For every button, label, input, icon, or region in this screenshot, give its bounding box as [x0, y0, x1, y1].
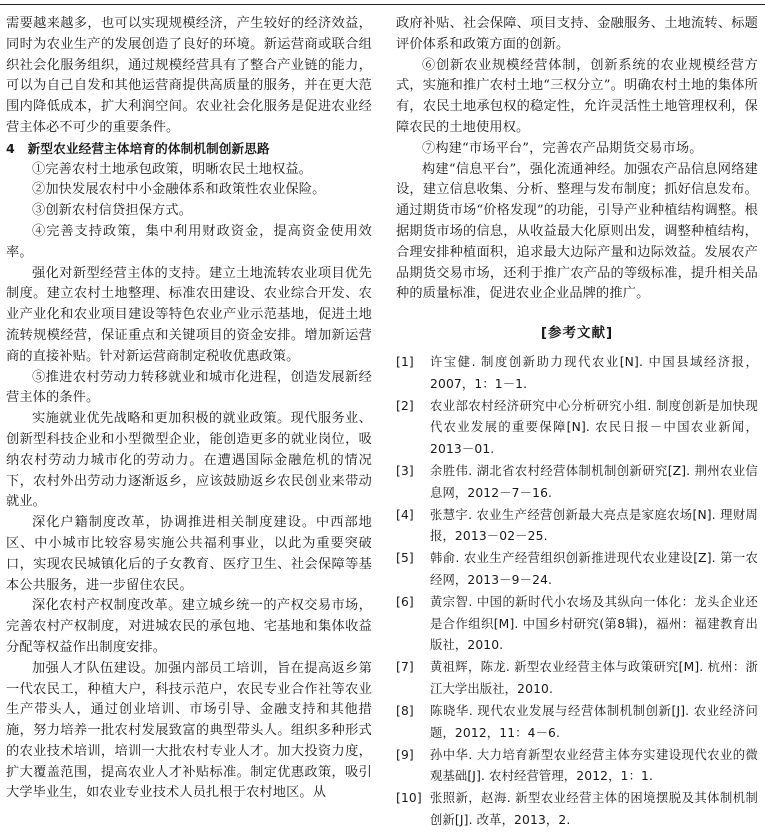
header-rule [0, 4, 765, 5]
reference-text: 许宝健. 制度创新助力现代农业[N]. 中国县域经济报，2007，1：1－1. [430, 354, 758, 391]
employment-paragraph: 实施就业优先战略和更加积极的就业政策。现代服务业、创新型科技企业和小型微型企业，能创造更多的就业岗位，吸纳农村劳动力城市化的劳动力。在遭遇国际金融危机的情况下，农村外出劳动力逐渐返乡，应该鼓励返乡农民创业来带动就业。 [6, 411, 372, 510]
reference-text: 黄宗智. 中国的新时代小农场及其纵向一体化：龙头企业还是合作组织[M]. 中国乡村研究(第8辑)，福州：福建教育出版社，2010. [430, 594, 758, 653]
references-list [396, 352, 758, 832]
reference-number: [2] [396, 398, 414, 413]
reference-item [396, 396, 758, 461]
reference-text: 余胜伟. 湖北省农村经营体制机制创新研究[Z]. 荆州农业信息网，2012－7－16. [430, 463, 758, 500]
reference-number: [1] [396, 354, 414, 369]
right-column [396, 14, 758, 832]
reference-number: [9] [396, 747, 414, 762]
talent-paragraph: 加强人才队伍建设。加强内部员工培训，旨在提高返乡第一代农民工，种植大户，科技示范户，农民专业合作社等农业生产带头人，通过创业培训、市场引导、金融支持和其他措施，努力培养一批农村发展致富的典型带头人。组织多种形式的农业技术培训，培训一大批农村专业人才。加大投资力度，扩大覆盖范围，提高农业人才补贴标准。制定优惠政策，吸引大学毕业生，如农业专业技术人员扎根于农村地区。从 [6, 660, 372, 801]
list-item-5: ⑤推进农村劳动力转移就业和城市化进程，创造发展新经营主体的条件。 [6, 369, 372, 406]
list-item-3: ③创新农村信贷担保方式。 [32, 203, 193, 219]
list-item-2: ②加快发展农村中小金融体系和政策性农业保险。 [32, 182, 326, 198]
list-item-7: ⑦构建“市场平台”，完善农产品期货交易市场。 [422, 140, 703, 156]
property-paragraph: 深化农村产权制度改革。建立城乡统一的产权交易市场，完善农村产权制度，对进城农民的承包地、宅基地和集体收益分配等权益作出制度安排。 [6, 598, 372, 655]
list-item-1: ①完善农村土地承包政策，明晰农民土地权益。 [32, 161, 313, 177]
reference-text: 韩俞. 农业生产经营组织创新推进现代农业建设[Z]. 第一农经网，2013－9－24. [430, 551, 758, 587]
reference-text: 黄祖辉，陈龙. 新型农业经营主体与政策研究[M]. 杭州：浙江大学出版社，2010. [430, 660, 758, 696]
list-item-4: ④完善支持政策，集中利用财政资金，提高资金使用效率。 [6, 223, 372, 260]
hukou-paragraph: 深化户籍制度改革，协调推进相关制度建设。中西部地区、中小城市比较容易实施公共福利事业，以此为重要突破口，实现农民城镇化后的子女教育、医疗卫生、社会保障等基本公共服务，进一步留住农民。 [6, 515, 372, 593]
section-heading: 4 新型农业经营主体培育的体制机制创新思路 [6, 140, 270, 156]
reference-item [396, 701, 758, 744]
intro-paragraph: 需要越来越多，也可以实现规模经济，产生较好的经济效益，同时为农业生产的发展创造了良好的环境。新运营商或联合组织社会化服务组织，通过规模经营具有了整合产业链的能力，可以为自己自发和其他运营商提供高质量的服务，并在更大范围内降低成本，扩大利润空间。农业社会化服务是促进农业经营主体必不可少的重要条件。 [6, 16, 372, 135]
continued-paragraph: 政府补贴、社会保障、项目支持、金融服务、土地流转、标题评价体系和政策方面的创新。 [396, 16, 758, 52]
left-column [6, 14, 372, 804]
info-platform-paragraph: 构建“信息平台”，强化流通神经。加强农产品信息网络建设，建立信息收集、分析、整理与发布制度；抓好信息发布。通过期货市场“价格发现”的功能，引导产业种植结构调整。根据期货市场的信息，从收益最大化原则出发，调整种植结构，合理安排种植面积，追求最大边际产量和边际效益。发展农产品期货交易市场，还利于推广农产品的等级标准，提升相关品种的质量标准，促进农业企业品牌的推广。 [396, 161, 758, 302]
reference-text: 农业部农村经济研究中心分析研究小组. 制度创新是加快现代农业发展的重要保障[N]. 农民日报－中国农业新闻，2013－01. [430, 398, 758, 456]
reference-item [396, 788, 758, 831]
reference-item [396, 657, 758, 700]
support-paragraph: 强化对新型经营主体的支持。建立土地流转农业项目优先制度。建立农村土地整理、标准农田建设、农业综合开发、农业产业化和农业项目建设等特色农业产业示范基地，促进土地流转规模经营，保证重点和关键项目的资金安排。增加新运营商的直接补贴。针对新运营商制定税收优惠政策。 [6, 265, 372, 364]
reference-text: 孙中华. 大力培育新型农业经营主体夯实建设现代农业的微观基础[J]. 农村经营管理，2012，1：1. [430, 747, 758, 784]
references-title: [参考文献] [540, 325, 614, 342]
reference-item [396, 548, 758, 591]
list-item-6: ⑥创新农业规模经营体制，创新系统的农业规模经营方式，实施和推广农村土地“三权分立”。明确农村土地的集体所有，农民土地承包权的稳定性，允许灵活性土地管理权利，保障农民的土地使用权。 [396, 57, 758, 135]
reference-number: [5] [396, 551, 414, 566]
reference-number: [3] [396, 463, 414, 478]
reference-item [396, 461, 758, 504]
reference-item [396, 592, 758, 657]
reference-text: 张慧宇. 农业生产经营创新最大亮点是家庭农场[N]. 理财周报，2013－02－25. [430, 507, 758, 544]
reference-number: [8] [396, 703, 414, 718]
reference-number: [4] [396, 507, 414, 522]
reference-number: [6] [396, 594, 414, 609]
reference-number: [10] [396, 791, 422, 806]
reference-text: 张照新，赵海. 新型农业经营主体的困境摆脱及其体制机制创新[J]. 改革，2013，2. [430, 791, 758, 827]
reference-number: [7] [396, 660, 414, 675]
reference-text: 陈晓华. 现代农业发展与经营体制机制创新[J]. 农业经济问题，2012，11：4－6. [430, 703, 758, 740]
reference-item [396, 505, 758, 548]
reference-item [396, 352, 758, 395]
reference-item [396, 745, 758, 788]
